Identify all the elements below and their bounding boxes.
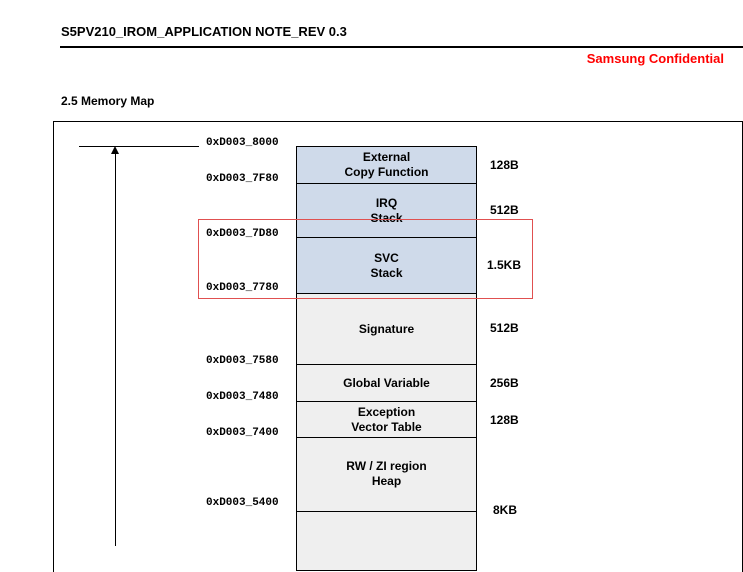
header-rule (60, 46, 743, 48)
region-label: Exception (357, 404, 416, 419)
size-label: 512B (490, 203, 519, 217)
address-label: 0xD003_8000 (206, 137, 279, 149)
region-label: IRQ (375, 195, 398, 210)
region-exception-vector-table (296, 401, 477, 438)
size-label: 512B (490, 321, 519, 335)
region-label: RW / ZI region (346, 459, 427, 473)
address-label: 0xD003_7F80 (206, 173, 279, 185)
confidential-label: Samsung Confidential (586, 51, 724, 66)
address-label: 0xD003_7480 (206, 391, 279, 403)
region-lower-continuation (296, 511, 477, 571)
size-label: 8KB (493, 503, 518, 517)
address-label: 0xD003_5400 (206, 497, 279, 509)
region-label: Stack (370, 210, 403, 225)
address-label: 0xD003_7D80 (206, 228, 279, 240)
size-label: 256B (490, 376, 519, 390)
region-label: Signature (358, 321, 415, 336)
region-label: Global Variable (343, 375, 430, 390)
region-label: Copy Function (344, 165, 429, 179)
region-global-variable (296, 364, 477, 402)
document-title: S5PV210_IROM_APPLICATION NOTE_REV 0.3 (61, 24, 347, 39)
svc-stack-highlight-box (198, 219, 533, 299)
region-rw-zi-heap (296, 437, 477, 512)
top-boundary-line (79, 146, 199, 147)
address-label: 0xD003_7400 (206, 427, 279, 439)
size-label: 128B (490, 413, 519, 427)
region-label: Stack (370, 265, 403, 280)
size-label: 128B (490, 158, 519, 172)
address-label: 0xD003_7780 (206, 282, 279, 294)
address-label: 0xD003_7580 (206, 355, 279, 367)
region-label: SVC (374, 250, 399, 265)
region-signature (296, 293, 477, 365)
size-label: 1.5KB (487, 258, 522, 272)
region-external-copy-function (296, 146, 477, 184)
address-direction-arrow (115, 152, 116, 546)
region-label: Vector Table (351, 419, 422, 434)
region-label: Heap (371, 474, 402, 488)
region-label: External (362, 150, 411, 164)
section-heading: 2.5 Memory Map (61, 94, 155, 108)
